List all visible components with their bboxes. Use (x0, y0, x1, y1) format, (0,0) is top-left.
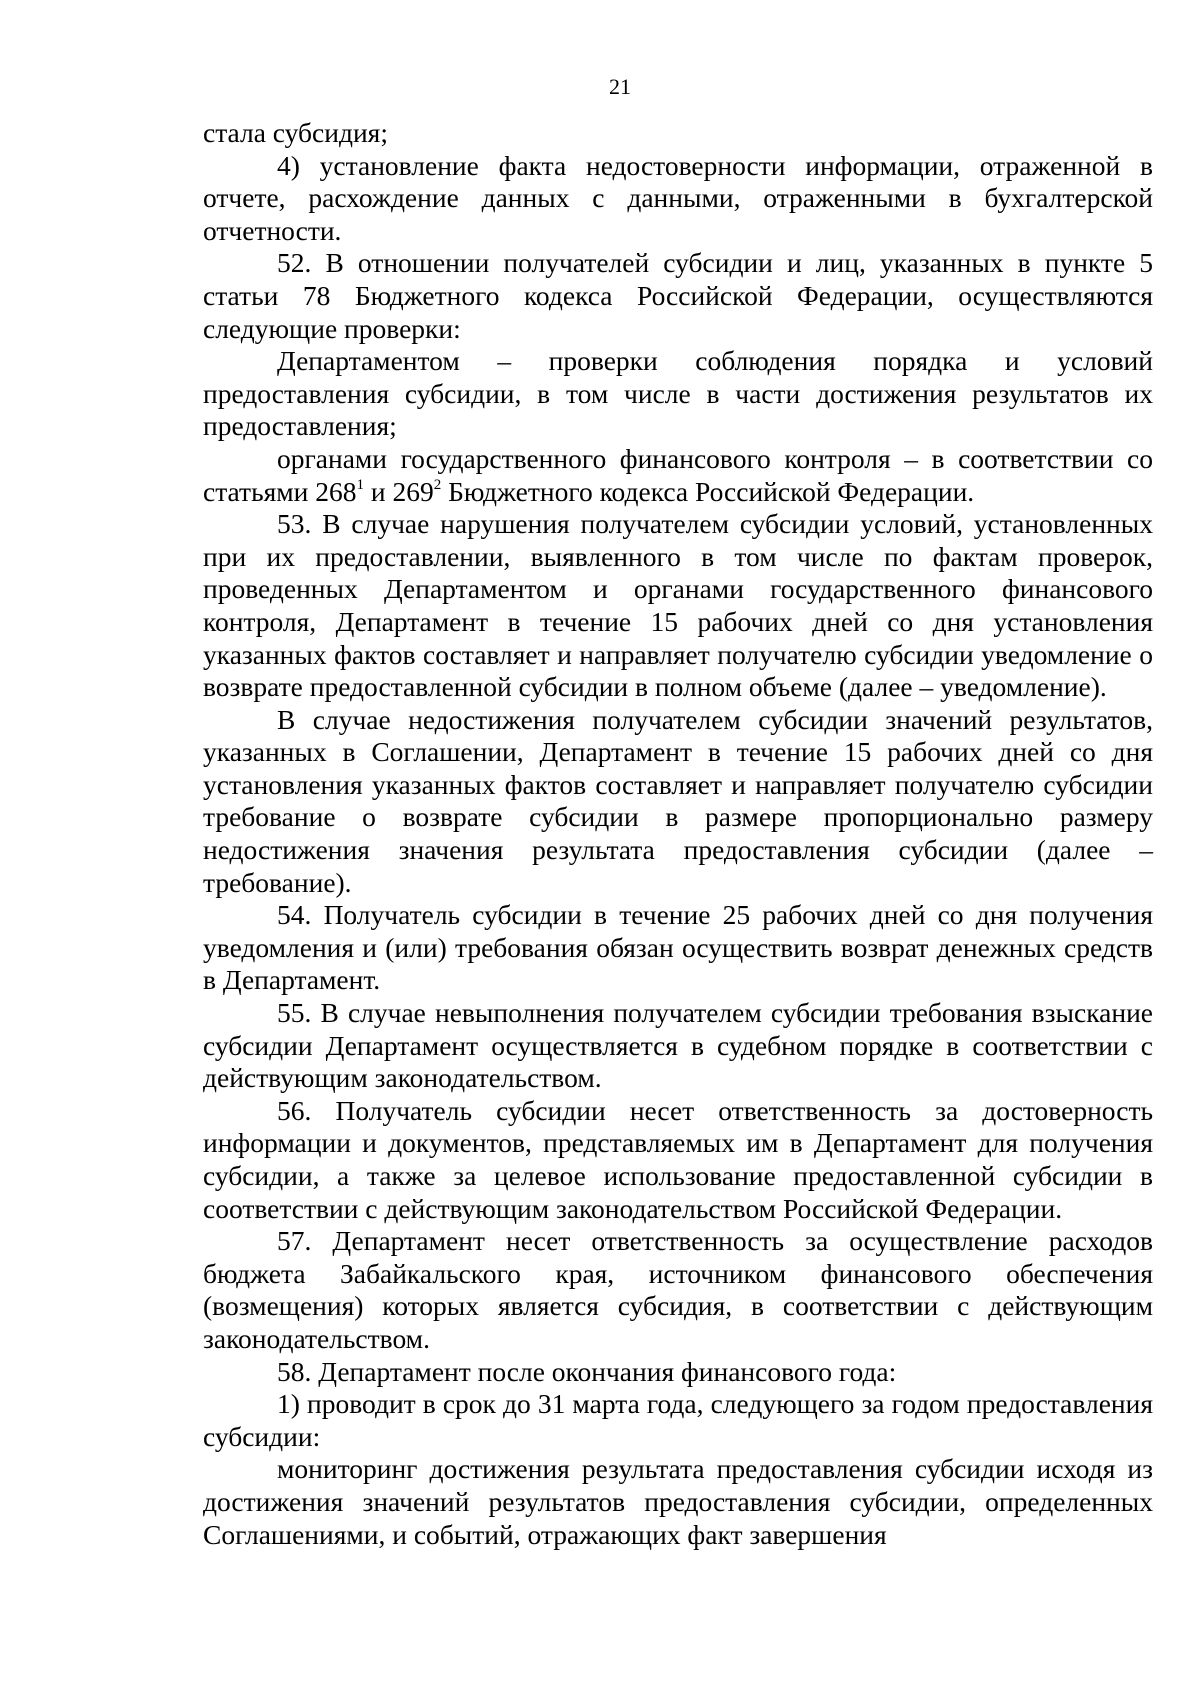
paragraph-56: 56. Получатель субсидии несет ответственность за достоверность информации и документов, представляемых им в Департамент для получения субсидии, а также за целевое использование предоставленной субсидии в соответствии с действующим законодательством Российской Федерации. (203, 1094, 1153, 1224)
paragraph-monitoring: мониторинг достижения результата предоставления субсидии исходя из достижения значений результатов предоставления субсидии, определенных Соглашениями, и событий, отражающих факт завершения (203, 1453, 1153, 1550)
paragraph-58: 58. Департамент после окончания финансового года: (277, 1355, 897, 1387)
paragraph-55: 55. В случае невыполнения получателем субсидии требования взыскание субсидии Департамент осуществляется в судебном порядке в соответствии с действующим законодательством. (203, 997, 1153, 1094)
paragraph-state-control-text-3: Бюджетного кодекса Российской Федерации. (441, 475, 975, 507)
paragraph-52: 52. В отношении получателей субсидии и лиц, указанных в пункте 5 статьи 78 Бюджетного кодекса Российской Федерации, осуществляются следующие проверки: (203, 247, 1153, 344)
paragraph-54: 54. Получатель субсидии в течение 25 рабочих дней со дня получения уведомления и (или) требования обязан осуществить возврат денежных средств в Департамент. (203, 899, 1153, 996)
paragraph-continuation: стала субсидия; (203, 117, 388, 148)
page-number: 21 (609, 74, 631, 99)
paragraph-state-control (203, 443, 1153, 508)
paragraph-58-item-1: 1) проводит в срок до 31 марта года, следующего за годом предоставления субсидии: (203, 1388, 1153, 1452)
paragraph-state-control-text-1: органами государственного финансового контроля – в соответствии со статьями 268 (203, 442, 1153, 507)
paragraph-non-achievement: В случае недостижения получателем субсидии значений результатов, указанных в Соглашении, Департамент в течение 15 рабочих дней со дня установления указанных фактов составляет и направляет получателю субсидии требование о возврате субсидии в размере пропорционально размеру недостижения значения результата предоставления субсидии (далее – требование). (203, 703, 1153, 898)
superscript-1: 1 (356, 476, 365, 493)
document-body (203, 117, 1153, 1551)
paragraph-53: 53. В случае нарушения получателем субсидии условий, установленных при их предоставлении, выявленного в том числе по фактам проверок, проведенных Департаментом и органами государственного финансового контроля, Департамент в течение 15 рабочих дней со дня установления указанных фактов составляет и направляет получателю субсидии уведомление о возврате предоставленной субсидии в полном объеме (далее – уведомление). (203, 508, 1153, 703)
superscript-2: 2 (433, 476, 442, 493)
paragraph-state-control-text-2: и 269 (364, 475, 434, 507)
paragraph-item-4: 4) установление факта недостоверности информации, отраженной в отчете, расхождение данных с данными, отраженными в бухгалтерской отчетности. (203, 149, 1153, 246)
paragraph-57: 57. Департамент несет ответственность за осуществление расходов бюджета Забайкальского края, источником финансового обеспечения (возмещения) которых является субсидия, в соответствии с действующим законодательством. (203, 1225, 1153, 1354)
paragraph-department-checks: Департаментом – проверки соблюдения порядка и условий предоставления субсидии, в том числе в части достижения результатов их предоставления; (203, 345, 1153, 442)
